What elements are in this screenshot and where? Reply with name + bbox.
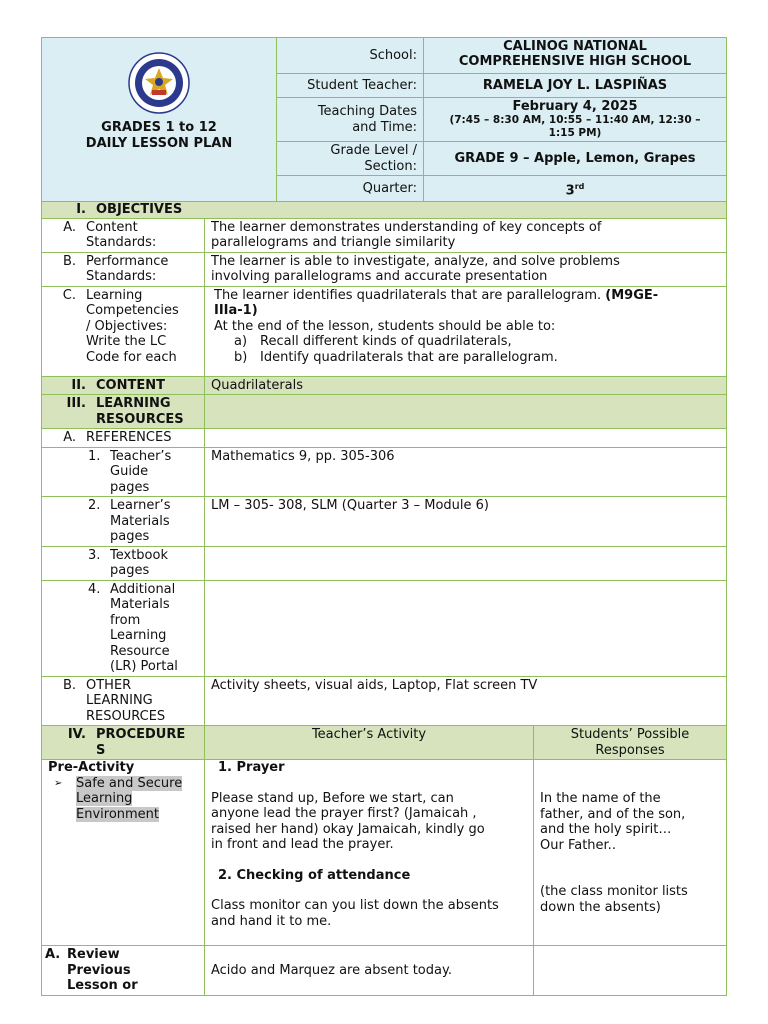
review-num: A. <box>45 947 61 962</box>
content-standards-label-line2: Standards: <box>86 235 157 250</box>
other-resources-num: B. <box>62 677 76 693</box>
quarter-label-text: Quarter: <box>362 180 417 196</box>
attendance-title: 2. Checking of attendance <box>218 867 411 883</box>
plan-title-line1: GRADES 1 to 12 <box>101 120 217 135</box>
teaching-dates-value <box>424 98 727 142</box>
performance-standards-num: B. <box>62 253 76 269</box>
prayer-response-line4: Our Father.. <box>540 837 616 853</box>
content-value <box>205 376 727 395</box>
content-standards-label-line1: Content <box>86 219 138 235</box>
review-text: Acido and Marquez are absent today. <box>211 962 452 978</box>
references-label <box>42 429 205 448</box>
school-label <box>277 38 424 74</box>
resources-title-line2: RESOURCES <box>96 411 184 427</box>
prayer-response-line3: and the holy spirit… <box>540 822 672 837</box>
objective-item-b-text: Identify quadrilaterals that are parallelogram. <box>260 349 558 365</box>
teachers-guide-line3: pages <box>110 479 150 495</box>
learners-materials-text: LM – 305- 308, SLM (Quarter 3 – Module 6) <box>211 498 489 513</box>
teacher-activity-cell <box>205 760 534 946</box>
prayer-response-line2: father, and of the son, <box>540 806 686 822</box>
safe-learning-line1: Safe and Secure <box>76 775 183 791</box>
additional-materials-value <box>205 580 727 676</box>
teacher-activity-header <box>205 726 534 760</box>
header-title-cell <box>42 38 277 202</box>
deped-seal-icon <box>128 52 190 114</box>
additional-materials-line1: Additional <box>110 581 176 597</box>
other-resources-line1: OTHER <box>86 677 132 693</box>
content-title: CONTENT <box>96 377 165 393</box>
other-resources-text: Activity sheets, visual aids, Laptop, Flat screen TV <box>211 677 538 693</box>
objective-item-b-num: b) <box>234 349 248 365</box>
resources-heading <box>42 395 205 429</box>
competencies-label-line1: Learning <box>86 287 143 303</box>
objective-item-b <box>234 350 720 366</box>
competency-text: The learner identifies quadrilaterals that are parallelogram. <box>214 287 602 303</box>
grade-level-label-line2: Section: <box>364 158 417 174</box>
competencies-label-line3: / Objectives: <box>86 318 168 334</box>
learners-materials-num: 2. <box>88 498 101 513</box>
competencies-label <box>42 286 205 376</box>
teachers-guide-line2: Guide <box>110 464 149 479</box>
plan-title-line2: DAILY LESSON PLAN <box>85 135 233 151</box>
attendance-response-line2: down the absents) <box>540 899 661 915</box>
references-text: REFERENCES <box>86 430 172 445</box>
additional-materials-num: 4. <box>88 581 101 597</box>
competency-code-part2: IIIa-1) <box>214 303 258 318</box>
teachers-guide-num: 1. <box>88 448 101 464</box>
performance-standards-label <box>42 252 205 286</box>
teaching-dates-label <box>277 98 424 142</box>
safe-learning-bullet <box>48 776 198 823</box>
other-resources-value <box>205 676 727 726</box>
review-label-line3: Lesson or <box>67 978 138 993</box>
quarter-value <box>424 176 727 202</box>
resources-num: III. <box>66 396 86 411</box>
content-heading <box>42 376 205 395</box>
pre-activity-cell <box>42 760 205 946</box>
additional-materials-line2: Materials <box>110 597 170 612</box>
review-label-line1: Review <box>67 947 120 962</box>
grade-level-text: GRADE 9 – Apple, Lemon, Grapes <box>454 150 696 166</box>
additional-materials-line3: from <box>110 612 141 628</box>
other-resources-line3: RESOURCES <box>86 708 166 724</box>
student-teacher-value <box>424 74 727 98</box>
teaching-time-line2: 1:15 PM) <box>548 127 602 139</box>
grade-level-value <box>424 142 727 176</box>
resources-heading-empty <box>205 395 727 429</box>
content-standards-text <box>205 218 727 252</box>
teaching-date: February 4, 2025 <box>512 99 638 114</box>
other-resources-line2: LEARNING <box>86 693 153 708</box>
quarter-suffix: rd <box>574 181 585 191</box>
content-standards-line1: The learner demonstrates understanding of key concepts of <box>211 219 602 235</box>
safe-learning-line3: Environment <box>76 806 160 822</box>
pre-activity-title: Pre-Activity <box>48 760 135 775</box>
textbook-num: 3. <box>88 547 101 563</box>
learners-materials-line3: pages <box>110 529 150 544</box>
procedures-num: IV. <box>67 727 86 742</box>
other-resources-label <box>42 676 205 726</box>
prayer-text-line4: in front and lead the prayer. <box>211 837 394 852</box>
content-standards-line2: parallelograms and triangle similarity <box>211 235 456 250</box>
grade-level-label <box>277 142 424 176</box>
lesson-plan-table <box>41 37 727 996</box>
performance-standards-text <box>205 252 727 286</box>
teaching-dates-label-line1: Teaching Dates <box>317 104 417 119</box>
competency-code-part1: (M9GE- <box>605 287 659 303</box>
learners-materials-line1: Learner’s <box>110 498 171 513</box>
student-responses-cell <box>534 760 727 946</box>
prayer-title: 1. Prayer <box>218 760 285 775</box>
performance-standards-line1: The learner is able to investigate, analyze, and solve problems <box>211 253 620 269</box>
additional-materials-label <box>42 580 205 676</box>
lesson-plan-document <box>41 37 726 996</box>
student-teacher-name: RAMELA JOY L. LASPIÑAS <box>482 77 668 93</box>
objectives-num: I. <box>76 202 86 217</box>
student-teacher-label-text: Student Teacher: <box>307 77 417 93</box>
objective-item-a-num: a) <box>234 334 248 349</box>
additional-materials-line4: Learning <box>110 628 167 643</box>
review-teacher-cell <box>205 946 534 996</box>
student-responses-header <box>534 726 727 760</box>
competencies-num: C. <box>62 287 76 303</box>
competencies-label-line4: Write the LC <box>86 334 167 349</box>
prayer-text-line1: Please stand up, Before we start, can <box>211 790 454 806</box>
student-responses-title-line2: Responses <box>595 742 665 758</box>
competencies-text <box>205 286 727 376</box>
prayer-text-line3: raised her hand) okay Jamaicah, kindly go <box>211 821 485 837</box>
school-value-line1: CALINOG NATIONAL <box>503 39 647 54</box>
review-lesson-label <box>42 946 205 996</box>
prayer-text-line2: anyone lead the prayer first? (Jamaicah , <box>211 806 477 821</box>
student-responses-title-line1: Students’ Possible <box>570 727 690 742</box>
teaching-time-line1: (7:45 – 8:30 AM, 10:55 – 11:40 AM, 12:30 – <box>449 114 701 126</box>
attendance-text-line2: and hand it to me. <box>211 913 332 929</box>
attendance-text-line1: Class monitor can you list down the absents <box>211 898 499 913</box>
resources-title-line1: LEARNING <box>96 396 171 411</box>
performance-standards-label-line1: Performance <box>86 253 169 269</box>
textbook-line1: Textbook <box>110 547 168 563</box>
teachers-guide-label <box>42 447 205 497</box>
procedures-title-line1: PROCEDURE <box>96 727 186 742</box>
arrow-bullet-icon: ➢ <box>54 777 63 789</box>
content-standards-label <box>42 218 205 252</box>
learners-materials-label <box>42 497 205 547</box>
prayer-response-line1: In the name of the <box>540 791 661 806</box>
grade-level-label-line1: Grade Level / <box>330 143 417 158</box>
performance-standards-line2: involving parallelograms and accurate presentation <box>211 269 548 284</box>
procedures-heading <box>42 726 205 760</box>
additional-materials-line6: (LR) Portal <box>110 659 178 674</box>
objectives-title: OBJECTIVES <box>96 202 183 217</box>
student-teacher-label <box>277 74 424 98</box>
school-value-line2: COMPREHENSIVE HIGH SCHOOL <box>458 54 692 69</box>
quarter-label <box>277 176 424 202</box>
textbook-value <box>205 546 727 580</box>
safe-learning-line2: Learning <box>76 791 133 806</box>
textbook-label <box>42 546 205 580</box>
textbook-line2: pages <box>110 563 150 578</box>
references-num: A. <box>63 430 76 445</box>
competency-statement <box>214 288 720 304</box>
content-standards-num: A. <box>63 219 76 235</box>
content-num: II. <box>71 377 86 393</box>
objective-item-a-text: Recall different kinds of quadrilaterals, <box>260 334 512 349</box>
objectives-heading <box>42 202 727 219</box>
competencies-label-line5: Code for each <box>86 349 177 365</box>
review-label-line2: Previous <box>67 962 131 978</box>
references-empty <box>205 429 727 448</box>
objective-item-a <box>234 334 720 350</box>
teacher-activity-title: Teacher’s Activity <box>311 727 427 742</box>
procedures-title-line2: S <box>96 742 106 758</box>
objectives-intro: At the end of the lesson, students should be able to: <box>214 318 556 334</box>
attendance-response-line1: (the class monitor lists <box>540 884 688 899</box>
review-student-cell <box>534 946 727 996</box>
teachers-guide-line1: Teacher’s <box>110 448 172 464</box>
additional-materials-line5: Resource <box>110 643 170 659</box>
teaching-dates-label-line2: and Time: <box>352 119 417 135</box>
learners-materials-value <box>205 497 727 547</box>
school-label-text: School: <box>369 47 417 63</box>
school-value <box>424 38 727 74</box>
performance-standards-label-line2: Standards: <box>86 269 157 284</box>
teachers-guide-value <box>205 447 727 497</box>
teachers-guide-text: Mathematics 9, pp. 305-306 <box>211 448 395 464</box>
quarter-number: 3 <box>565 182 575 198</box>
content-value-text: Quadrilaterals <box>211 377 304 393</box>
learners-materials-line2: Materials <box>110 513 170 529</box>
competencies-label-line2: Competencies <box>86 303 179 318</box>
